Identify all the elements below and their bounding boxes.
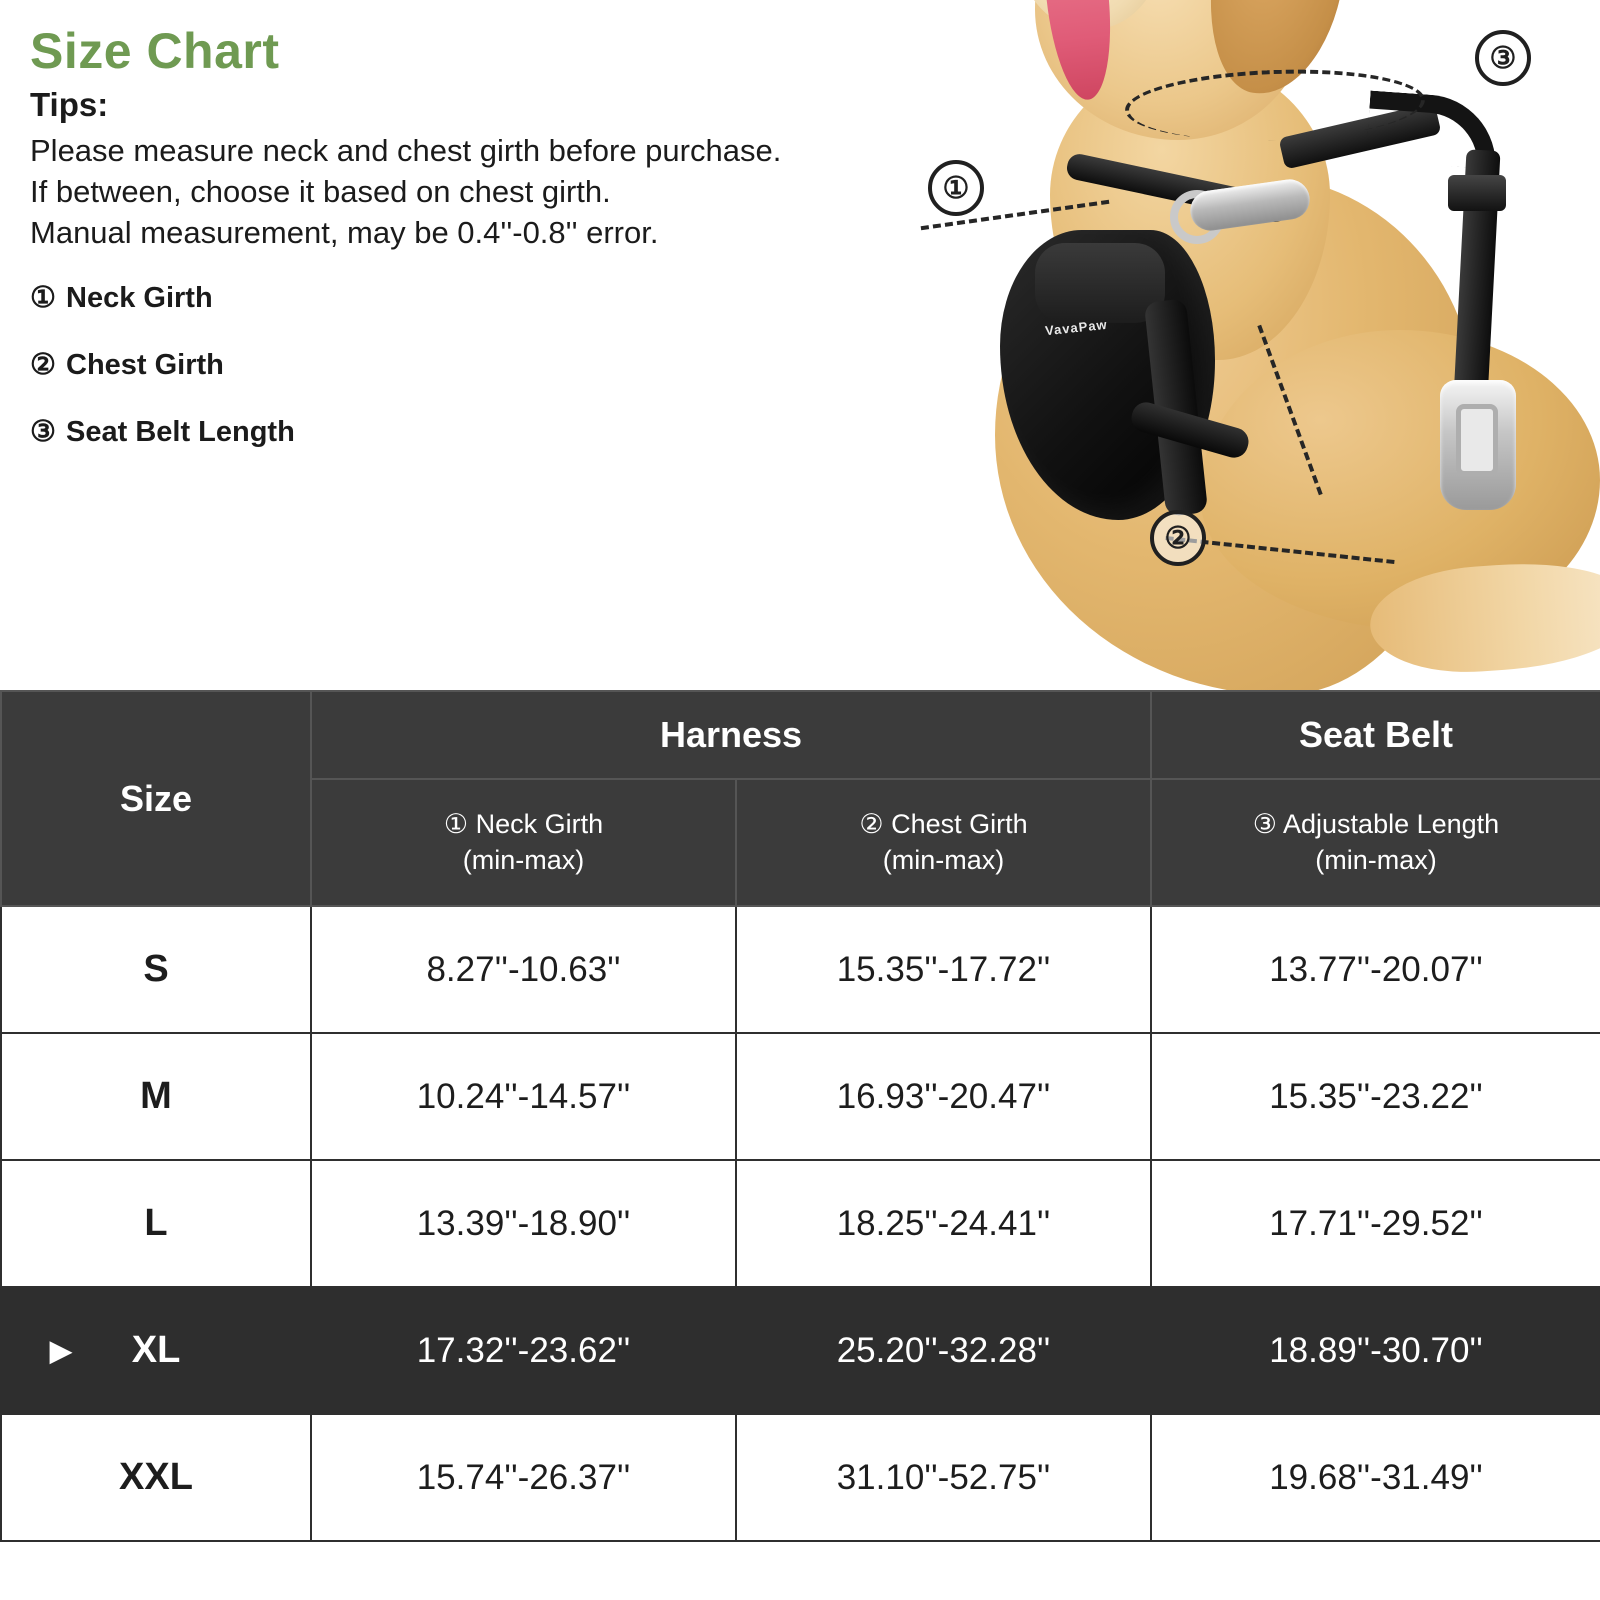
header-chest-girth-line1: ② Chest Girth	[859, 809, 1028, 840]
legend-list	[30, 282, 910, 449]
header-size: Size	[1, 691, 311, 906]
legend-label-seatbelt: Seat Belt Length	[66, 415, 295, 448]
legend-item-seatbelt	[30, 416, 910, 449]
cell-chest: 25.20''-32.28''	[736, 1287, 1151, 1414]
tip-line-3: Manual measurement, may be 0.4''-0.8'' error.	[30, 215, 659, 251]
header-seat-belt: Seat Belt	[1151, 691, 1600, 779]
tips-label: Tips:	[30, 86, 109, 123]
circled-two-icon: ②	[30, 348, 56, 381]
cell-size	[1, 1287, 311, 1414]
seatbelt-buckle-slot	[1456, 404, 1498, 476]
cell-belt: 18.89''-30.70''	[1151, 1287, 1600, 1414]
table-body	[1, 906, 1600, 1541]
legend-label-chest: Chest Girth	[66, 348, 224, 381]
table-head	[1, 691, 1600, 906]
photo-marker-chest: ②	[1150, 510, 1206, 566]
cell-chest: 15.35''-17.72''	[736, 906, 1151, 1033]
header-adjustable-length-line2: (min-max)	[1315, 844, 1437, 875]
legend-label-neck: Neck Girth	[66, 281, 213, 314]
header-adjustable-length	[1151, 779, 1600, 906]
table-row[interactable]	[1, 906, 1600, 1033]
product-photo	[900, 0, 1600, 690]
cell-size: S	[1, 906, 311, 1033]
table-row[interactable]	[1, 1160, 1600, 1287]
cell-size: XXL	[1, 1414, 311, 1541]
table-row[interactable]	[1, 1414, 1600, 1541]
header-harness: Harness	[311, 691, 1151, 779]
photo-marker-seatbelt: ③	[1475, 30, 1531, 86]
size-table-container	[0, 690, 1600, 1542]
cell-chest: 31.10''-52.75''	[736, 1414, 1151, 1541]
legend-item-neck	[30, 282, 910, 315]
cell-chest: 18.25''-24.41''	[736, 1160, 1151, 1287]
header-neck-girth-line1: ① Neck Girth	[443, 809, 604, 840]
photo-marker-neck: ①	[928, 160, 984, 216]
circled-one-icon: ①	[30, 281, 56, 314]
table-row-selected[interactable]	[1, 1287, 1600, 1414]
brand-logo: VavaPaw	[1044, 316, 1109, 339]
cell-neck: 15.74''-26.37''	[311, 1414, 736, 1541]
cell-neck: 17.32''-23.62''	[311, 1287, 736, 1414]
cell-belt: 15.35''-23.22''	[1151, 1033, 1600, 1160]
cell-belt: 13.77''-20.07''	[1151, 906, 1600, 1033]
table-row[interactable]	[1, 1033, 1600, 1160]
tip-line-1: Please measure neck and chest girth before purchase.	[30, 133, 782, 168]
legend-item-chest	[30, 349, 910, 382]
row-selected-arrow-icon: ▶	[50, 1334, 72, 1366]
header-adjustable-length-line1: ③ Adjustable Length	[1252, 809, 1500, 840]
header-chest-girth-line2: (min-max)	[882, 844, 1005, 875]
table-group-header-row	[1, 691, 1600, 779]
header-section	[0, 0, 1600, 700]
circled-three-icon: ③	[30, 415, 56, 448]
cell-belt: 17.71''-29.52''	[1151, 1160, 1600, 1287]
cell-belt: 19.68''-31.49''	[1151, 1414, 1600, 1541]
page-title: Size Chart	[30, 23, 280, 79]
tip-line-2: If between, choose it based on chest girth.	[30, 174, 611, 210]
cell-size: M	[1, 1033, 311, 1160]
header-chest-girth	[736, 779, 1151, 906]
cell-neck: 13.39''-18.90''	[311, 1160, 736, 1287]
cell-chest: 16.93''-20.47''	[736, 1033, 1151, 1160]
seatbelt-adjuster	[1448, 175, 1506, 211]
cell-size-label: XL	[131, 1329, 181, 1371]
cell-size: L	[1, 1160, 311, 1287]
cell-neck: 8.27''-10.63''	[311, 906, 736, 1033]
cell-neck: 10.24''-14.57''	[311, 1033, 736, 1160]
tips-column	[30, 22, 910, 483]
header-neck-girth-line2: (min-max)	[462, 844, 585, 875]
header-neck-girth	[311, 779, 736, 906]
size-table	[0, 690, 1600, 1542]
